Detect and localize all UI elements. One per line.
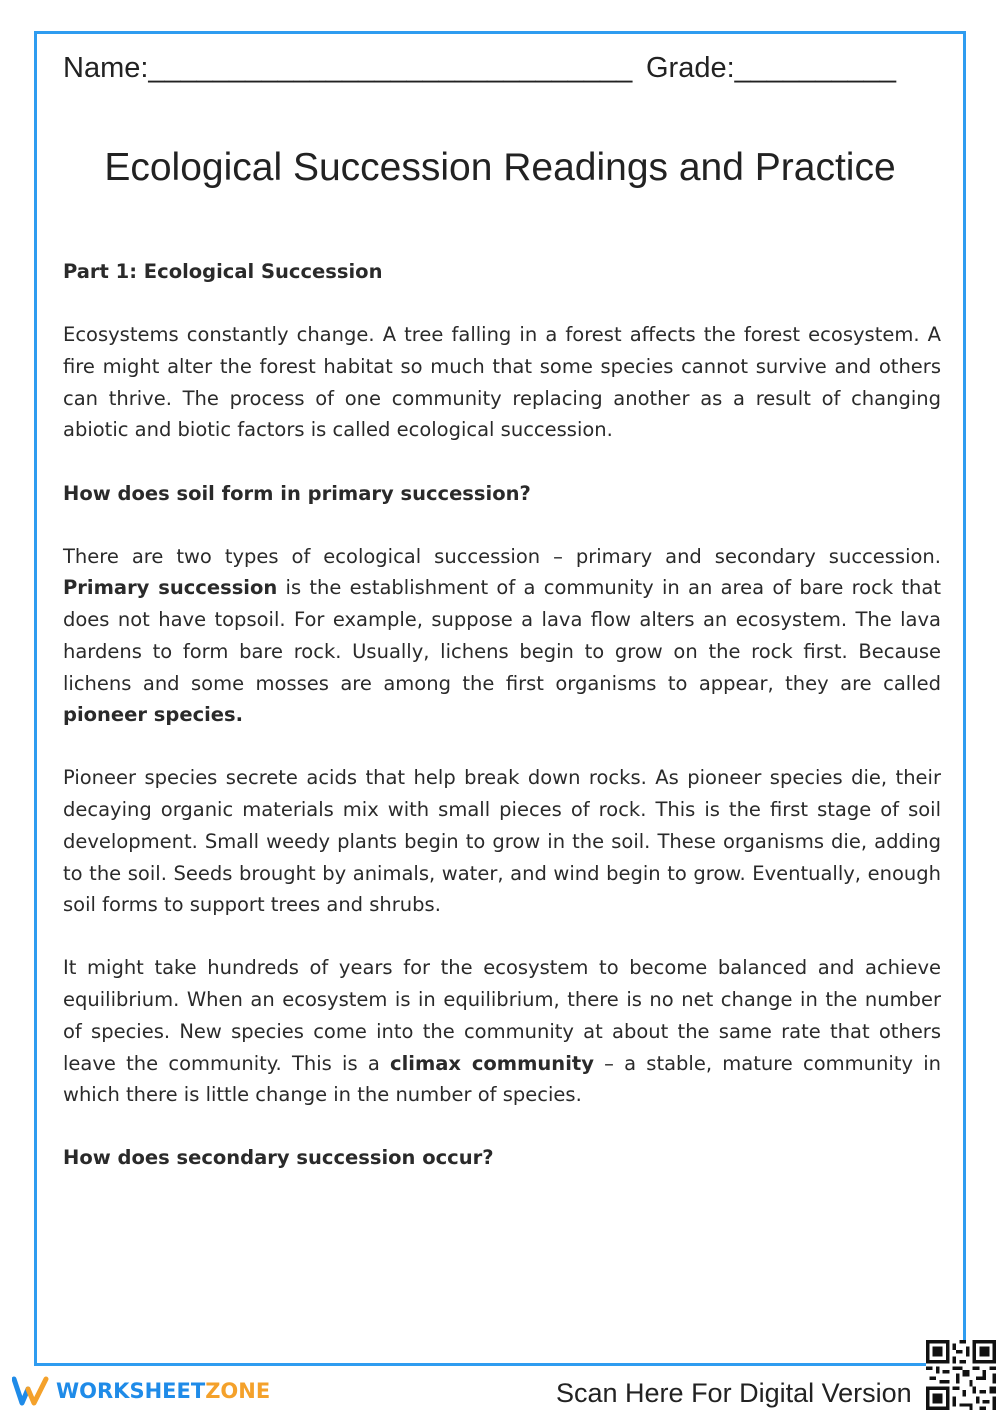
paragraph-primary-text-mid: is the establishment of a community in an area of bare rock that does not have topsoil. For example, suppose a lava flow alters an ecosystem. The lava hardens to form bare rock. Usually, lichens begin to grow on the rock first. Because lichens and some mosses are among the first organisms to appear, they are called — [63, 576, 941, 695]
paragraph-intro: Ecosystems constantly change. A tree falling in a forest affects the forest ecosystem. A fire might alter the forest habitat so much that some species cannot survive and others can thrive. The process of one community replacing another as a result of changing abiotic and biotic factors is called ecological succession. — [63, 323, 941, 442]
part1-heading: Part 1: Ecological Succession — [63, 260, 383, 283]
worksheetzone-logo — [12, 1375, 270, 1407]
paragraph-primary-succession — [63, 541, 941, 731]
paragraph-equilibrium-start: It might take hundreds of years for the ecosystem to become balanced and achieve equilibrium. When an ecosystem is in equilibrium, there is no net change in the number of species. New species come into the community at about the same rate that others leave the community. This is a — [63, 956, 941, 1075]
paragraph-soil-development: Pioneer species secrete acids that help break down rocks. As pioneer species die, their decaying organic materials mix with small pieces of rock. This is the first stage of soil development. Small weedy plants begin to grow in the soil. These organisms die, adding to the soil. Seeds brought by animals, water, and wind begin to grow. Eventually, enough soil forms to support trees and shrubs. — [63, 766, 941, 917]
paragraph-equilibrium-end: – a stable, mature community in which there is little change in the number of species. — [63, 1051, 941, 1107]
paragraph-equilibrium — [63, 952, 941, 1111]
scan-instruction: Scan Here For Digital Version — [556, 1378, 912, 1408]
question-secondary-succession: How does secondary succession occur? — [63, 1146, 494, 1170]
name-field-line[interactable]: Name:______________________________ — [63, 52, 633, 84]
logo-word-worksheet: WORKSHEET — [56, 1379, 206, 1403]
logo-word-zone: ZONE — [205, 1379, 271, 1403]
reading-content — [63, 256, 941, 1206]
term-primary-succession: Primary succession — [63, 576, 278, 600]
grade-field-line[interactable]: Grade:__________ — [646, 52, 896, 84]
qr-code-icon[interactable] — [926, 1340, 996, 1410]
paragraph-primary-text-start: There are two types of ecological succession – primary and secondary succession. — [63, 544, 941, 568]
logo-text — [56, 1379, 270, 1403]
logo-w-icon — [12, 1375, 52, 1407]
worksheet-title: Ecological Succession Readings and Practice — [104, 146, 896, 189]
question-soil-formation: How does soil form in primary succession? — [63, 481, 531, 505]
term-pioneer-species: pioneer species. — [63, 703, 244, 727]
term-climax-community: climax community — [390, 1051, 594, 1075]
